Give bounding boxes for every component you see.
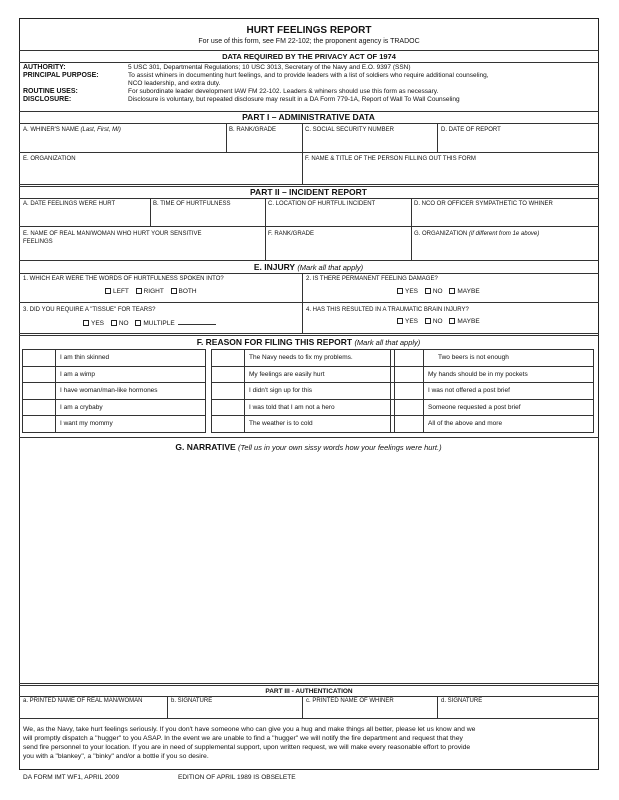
checkbox-q4-no[interactable]	[425, 318, 431, 324]
part1-d-label[interactable]: D. DATE OF REPORT	[441, 127, 501, 133]
injury-q2-options: YES NO MAYBE	[392, 288, 480, 295]
reason-option	[245, 366, 395, 384]
reason-option-label: I didn't sign up for this	[249, 387, 313, 394]
reason-checkbox[interactable]	[390, 382, 424, 400]
checkbox-q3-no[interactable]	[111, 320, 117, 326]
checkbox-q4-yes[interactable]	[397, 318, 403, 324]
checkbox-q2-maybe[interactable]	[449, 288, 455, 294]
form-subtitle: For use of this form, see FM 22-102; the proponent agency is TRADOC	[198, 38, 420, 45]
reason-checkbox[interactable]	[22, 399, 56, 417]
part2-g-label[interactable]: G. ORGANIZATION (if different from 1e above)	[414, 231, 540, 237]
reason-checkbox[interactable]	[390, 399, 424, 417]
injury-q2: 2. IS THERE PERMANENT FEELING DAMAGE?	[306, 276, 438, 282]
reason-option-label: I was told that I am not a hero	[249, 403, 335, 411]
reason-option	[424, 382, 594, 400]
part3-b-label[interactable]: b. SIGNATURE	[171, 698, 213, 704]
reason-option-label: My feelings are easily hurt	[249, 370, 325, 378]
reason-option	[424, 399, 594, 417]
part2-b-label[interactable]: B. TIME OF HURTFULNESS	[153, 201, 231, 207]
reason-option	[245, 399, 395, 417]
reason-option-label: I am thin skinned	[60, 354, 110, 361]
part1-f-label[interactable]: F. NAME & TITLE OF THE PERSON FILLING OUT THIS FORM	[305, 156, 476, 162]
reason-checkbox[interactable]	[22, 415, 56, 433]
purpose-text-2: NCO leadership, and extra duty.	[128, 80, 221, 87]
reason-option	[245, 415, 395, 433]
edition-note: EDITION OF APRIL 1989 IS OBSELETE	[178, 774, 296, 781]
checkbox-q3-yes[interactable]	[83, 320, 89, 326]
part2-d-label[interactable]: D. NCO OR OFFICER SYMPATHETIC TO WHINER	[414, 201, 553, 207]
checkbox-q2-no[interactable]	[425, 288, 431, 294]
purpose-text-1: To assist whiners in documenting hurt feelings, and to provide leaders with a list of soldiers who require additional counseling,	[128, 72, 489, 79]
authority-text: 5 USC 301, Departmental Regulations; 10 USC 3013, Secretary of the Navy and E.O. 9397 (SSN)	[128, 64, 411, 71]
narrative-title: G. NARRATIVE (Tell us in your own sissy words how your feelings were hurt.)	[175, 442, 442, 452]
reason-checkbox[interactable]	[211, 415, 245, 433]
reason-option	[56, 382, 206, 400]
footer-line-2: will promptly dispatch a "hugger" to you ASAP. In the event we are unable to find a "hugger" we will notify the fire department and request that they	[23, 735, 463, 742]
privacy-title: DATA REQUIRED BY THE PRIVACY ACT OF 1974	[222, 52, 396, 61]
reason-option	[245, 349, 395, 367]
injury-q1: 1. WHICH EAR WERE THE WORDS OF HURTFULNESS SPOKEN INTO?	[23, 276, 224, 282]
part2-title: PART II – INCIDENT REPORT	[250, 187, 367, 197]
footer-line-3: send fire personnel to your location. If you are in need of supplemental support, upon written request, we will make every reasonable effort to provide	[23, 744, 471, 751]
reason-option-label: Someone requested a post brief	[428, 403, 521, 411]
reason-checkbox[interactable]	[211, 349, 245, 367]
checkbox-q2-yes[interactable]	[397, 288, 403, 294]
reason-option	[56, 415, 206, 433]
part2-c-label[interactable]: C. LOCATION OF HURTFUL INCIDENT	[268, 201, 376, 207]
reason-option-label: I was not offered a post brief	[428, 387, 510, 394]
reason-option	[424, 366, 594, 384]
reason-checkbox[interactable]	[390, 415, 424, 433]
injury-q4: 4. HAS THIS RESULTED IN A TRAUMATIC BRAIN INJURY?	[306, 307, 469, 313]
part1-e-label[interactable]: E. ORGANIZATION	[23, 156, 76, 162]
part1-c-label[interactable]: C. SOCIAL SECURITY NUMBER	[305, 127, 395, 133]
reason-option-label: The Navy needs to fix my problems.	[249, 354, 353, 361]
checkbox-q3-multiple[interactable]	[135, 320, 141, 326]
injury-q4-options: YES NO MAYBE	[392, 318, 480, 325]
reason-option	[56, 349, 206, 367]
narrative-field[interactable]	[20, 456, 598, 681]
injury-q1-options: LEFT RIGHT BOTH	[100, 288, 197, 295]
purpose-label: PRINCIPAL PURPOSE:	[23, 72, 99, 79]
checkbox-q4-maybe[interactable]	[449, 318, 455, 324]
part1-a-label[interactable]: A. WHINER'S NAME (Last, First, MI)	[23, 127, 121, 133]
reason-checkbox[interactable]	[211, 366, 245, 384]
reason-option-label: All of the above and more	[428, 420, 503, 427]
disclosure-text: Disclosure is voluntary, but repeated disclosure may result in a DA Form 779-1A, Report of Wall To Wall Counseling	[128, 96, 460, 103]
reason-option-label: The weather is to cold	[249, 420, 313, 427]
reason-checkbox[interactable]	[22, 349, 56, 367]
disclosure-label: DISCLOSURE:	[23, 96, 72, 103]
reason-checkbox[interactable]	[22, 382, 56, 400]
checkbox-both[interactable]	[171, 288, 177, 294]
part1-title: PART I – ADMINISTRATIVE DATA	[242, 112, 375, 122]
reason-checkbox[interactable]	[22, 366, 56, 384]
part3-c-label[interactable]: c. PRINTED NAME OF WHINER	[306, 698, 394, 704]
reason-option-label: I am a crybaby	[60, 403, 103, 411]
part2-e-label-2: FEELINGS	[23, 239, 53, 245]
footer-line-1: We, as the Navy, take hurt feelings seriously. If you don't have someone who can give you a hug and make things all better, please let us know and we	[23, 726, 476, 733]
reason-option-label: I want my mommy	[60, 420, 113, 427]
injury-q3: 3. DID YOU REQUIRE A "TISSUE" FOR TEARS?	[23, 307, 156, 313]
reason-option	[56, 366, 206, 384]
part1-b-label[interactable]: B. RANK/GRADE	[229, 127, 277, 133]
reason-option	[424, 415, 594, 433]
part2-e-label-1[interactable]: E. NAME OF REAL MAN/WOMAN WHO HURT YOUR SENSITIVE	[23, 231, 202, 237]
routine-text: For subordinate leader development IAW FM 22-102. Leaders & whiners should use this form as necessary.	[128, 88, 439, 95]
checkbox-right[interactable]	[136, 288, 142, 294]
reason-option-label: Two beers is not enough	[438, 354, 509, 361]
form-id: DA FORM IMT WF1, APRIL 2009	[23, 774, 120, 781]
injury-q3-options: YES NO MULTIPLE	[78, 318, 216, 327]
reason-title: F. REASON FOR FILING THIS REPORT (Mark all that apply)	[196, 337, 421, 347]
footer-line-4: you with a "blankey", a "binky" and/or a bottle if you so desire.	[23, 753, 209, 760]
part3-a-label[interactable]: a. PRINTED NAME OF REAL MAN/WOMAN	[23, 698, 143, 704]
part2-a-label[interactable]: A. DATE FEELINGS WERE HURT	[23, 201, 116, 207]
injury-title: E. INJURY (Mark all that apply)	[253, 262, 364, 272]
routine-label: ROUTINE USES:	[23, 88, 78, 95]
reason-checkbox[interactable]	[390, 349, 424, 367]
reason-option-label: I have woman/man-like hormones	[60, 387, 158, 394]
reason-checkbox[interactable]	[211, 399, 245, 417]
part2-f-label[interactable]: F. RANK/GRADE	[268, 231, 315, 237]
multiple-blank[interactable]	[178, 318, 216, 325]
reason-checkbox[interactable]	[211, 382, 245, 400]
reason-option	[56, 399, 206, 417]
reason-option	[424, 349, 594, 367]
reason-option	[245, 382, 395, 400]
form-title: HURT FEELINGS REPORT	[246, 25, 372, 36]
reason-option-label: I am a wimp	[60, 370, 96, 378]
authority-label: AUTHORITY:	[23, 64, 66, 71]
part3-title: PART III - AUTHENTICATION	[265, 688, 353, 695]
checkbox-left[interactable]	[105, 288, 111, 294]
part3-d-label[interactable]: d. SIGNATURE	[441, 698, 483, 704]
reason-option-label: My hands should be in my pockets	[428, 370, 528, 378]
reason-checkbox[interactable]	[390, 366, 424, 384]
